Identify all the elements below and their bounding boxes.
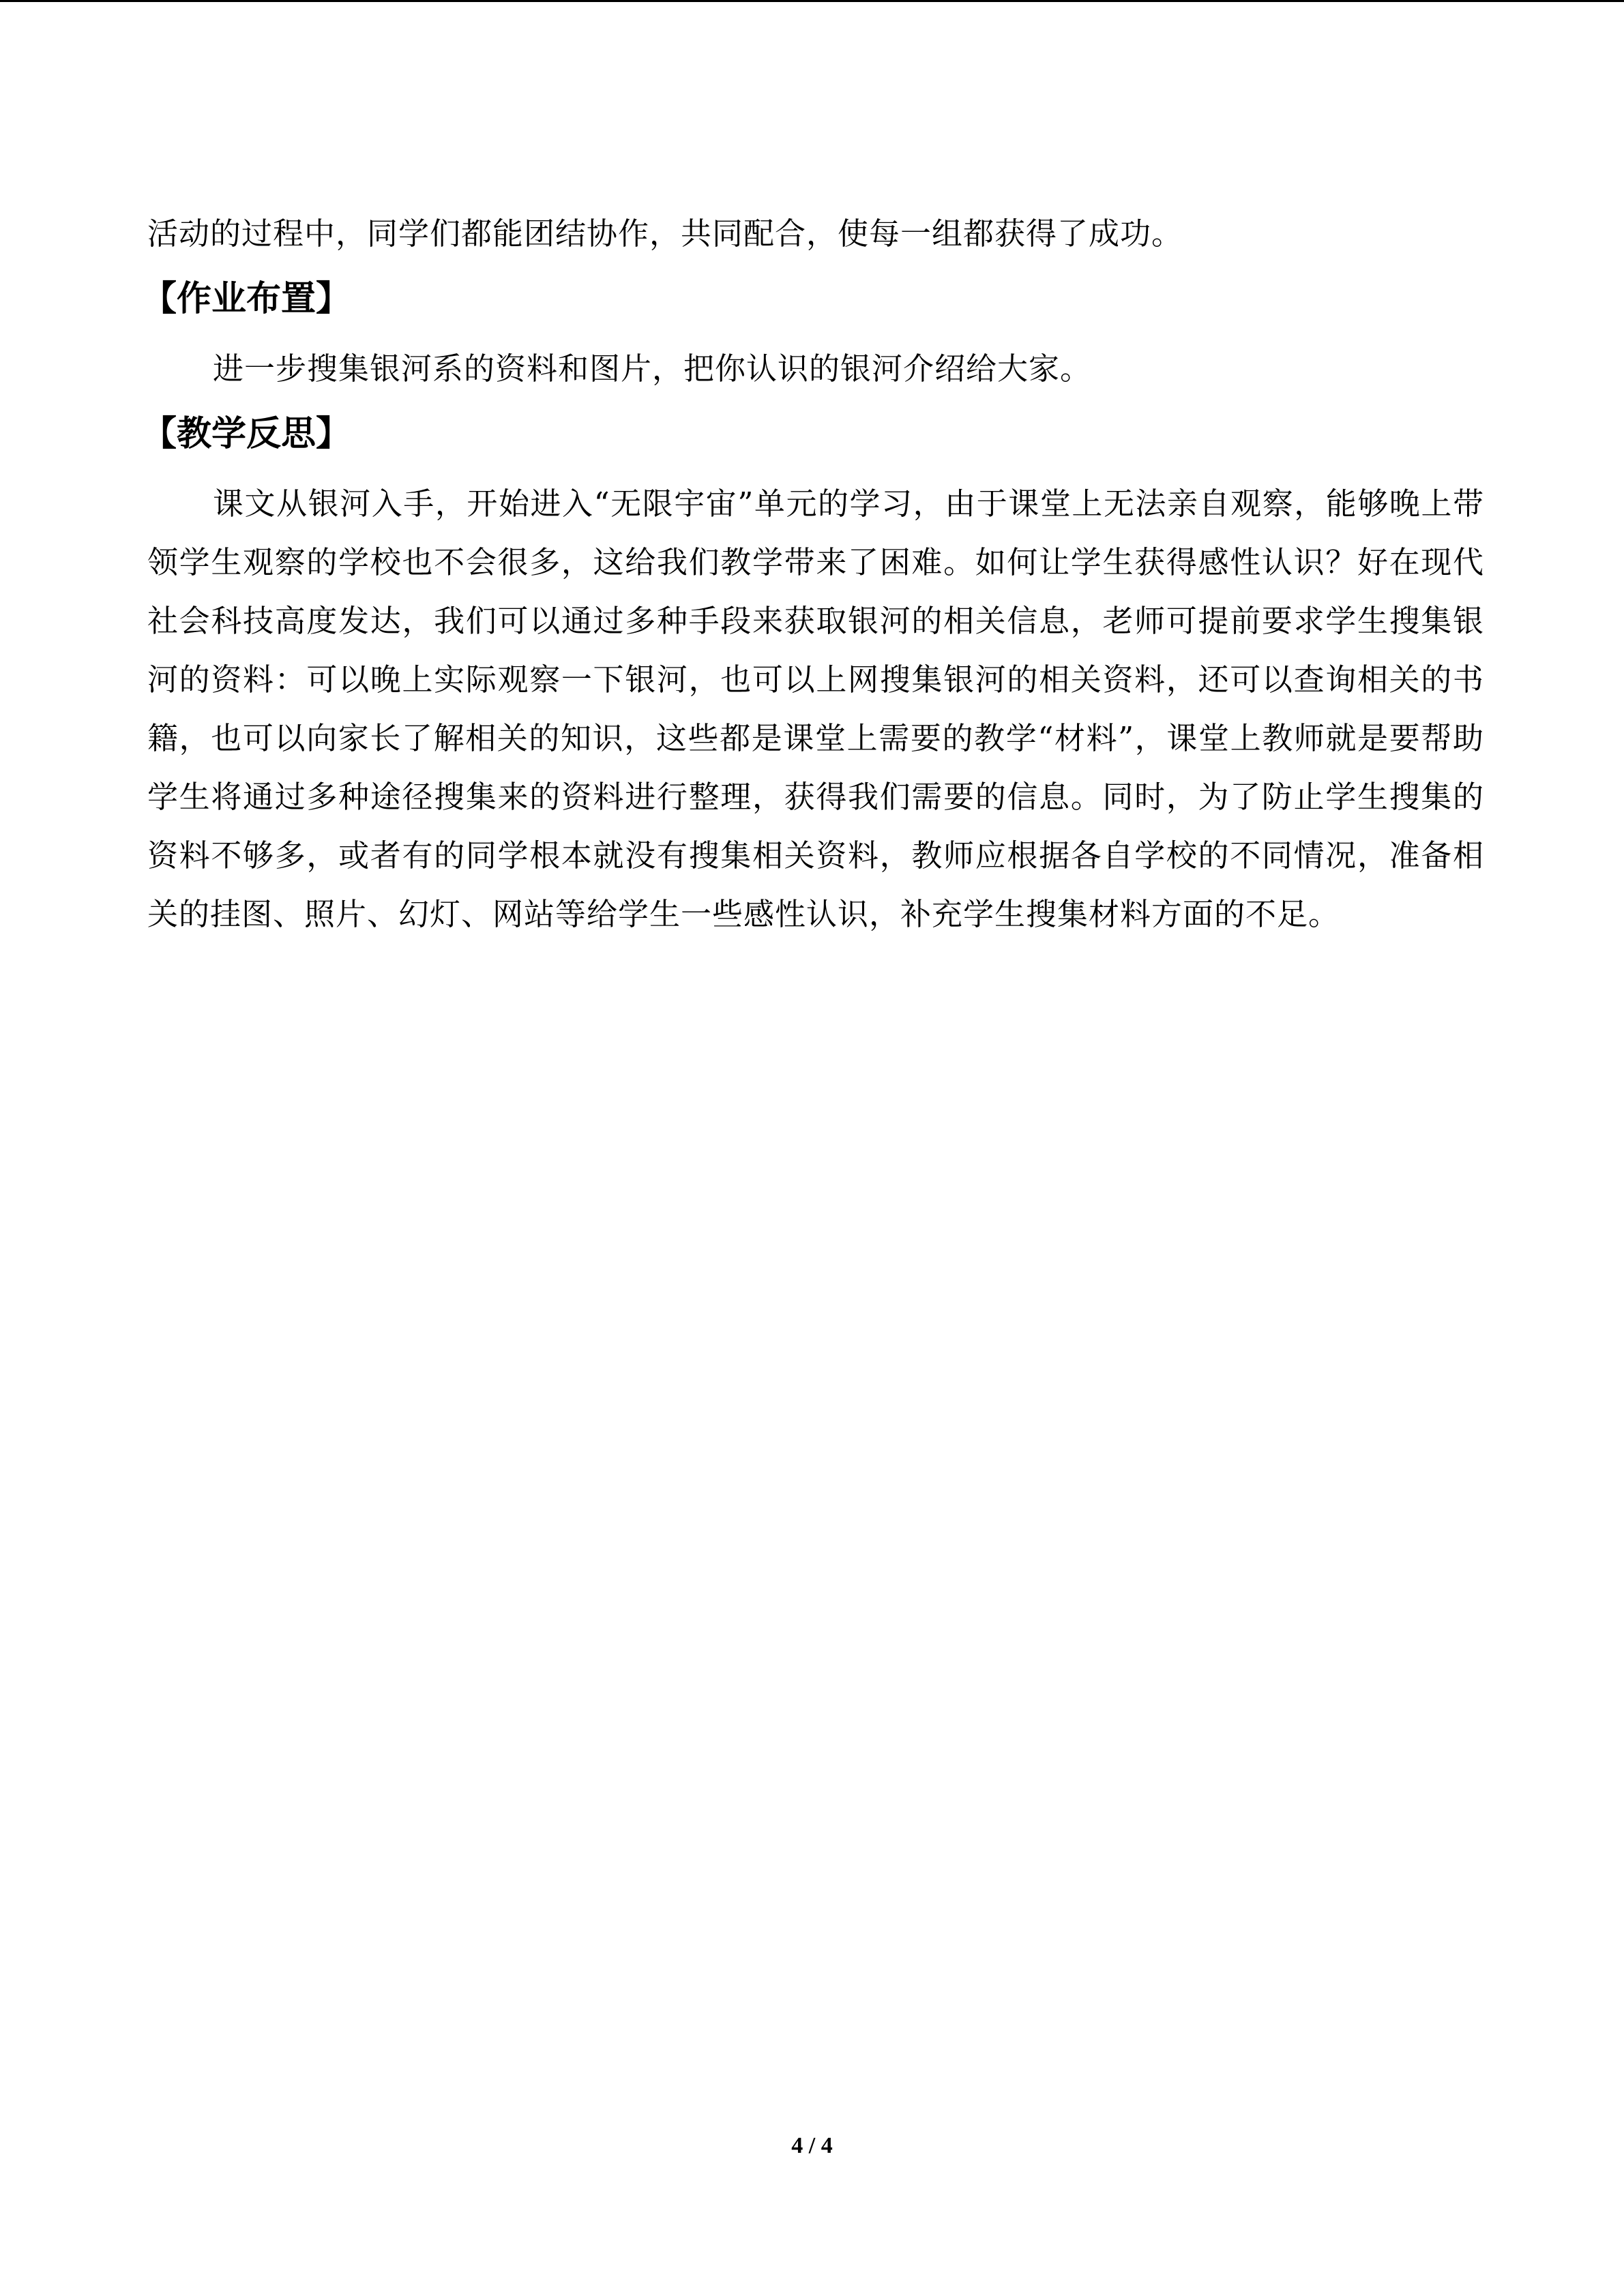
page-number: 4 / 4: [791, 2133, 833, 2158]
document-body: [142, 205, 1484, 944]
continuation-paragraph: 活动的过程中，同学们都能团结协作，共同配合，使每一组都获得了成功。: [147, 215, 1183, 252]
top-border-line: [0, 0, 1624, 2]
homework-paragraph: 进一步搜集银河系的资料和图片，把你认识的银河介绍给大家。: [213, 351, 1092, 387]
section-heading-homework: 【作业布置】: [142, 279, 351, 319]
section-heading-reflection: 【教学反思】: [142, 414, 351, 454]
reflection-paragraph: 课文从银河入手，开始进入“无限宇宙”单元的学习，由于课堂上无法亲自观察，能够晚上带领学生观察的学校也不会很多，这给我们教学带来了困难。如何让学生获得感性认识？好在现代社会科技高度发达，我们可以通过多种手段来获取银河的相关信息，老师可提前要求学生搜集银河的资料：可以晚上实际观察一下银河，也可以上网搜集银河的相关资料，还可以查询相关的书籍，也可以向家长了解相关的知识，这些都是课堂上需要的教学“材料”，课堂上教师就是要帮助学生将通过多种途径搜集来的资料进行整理，获得我们需要的信息。同时，为了防止学生搜集的资料不够多，或者有的同学根本就没有搜集相关资料，教师应根据各自学校的不同情况，准备相关的挂图、照片、幻灯、网站等给学生一些感性认识，补充学生搜集材料方面的不足。: [147, 486, 1484, 932]
